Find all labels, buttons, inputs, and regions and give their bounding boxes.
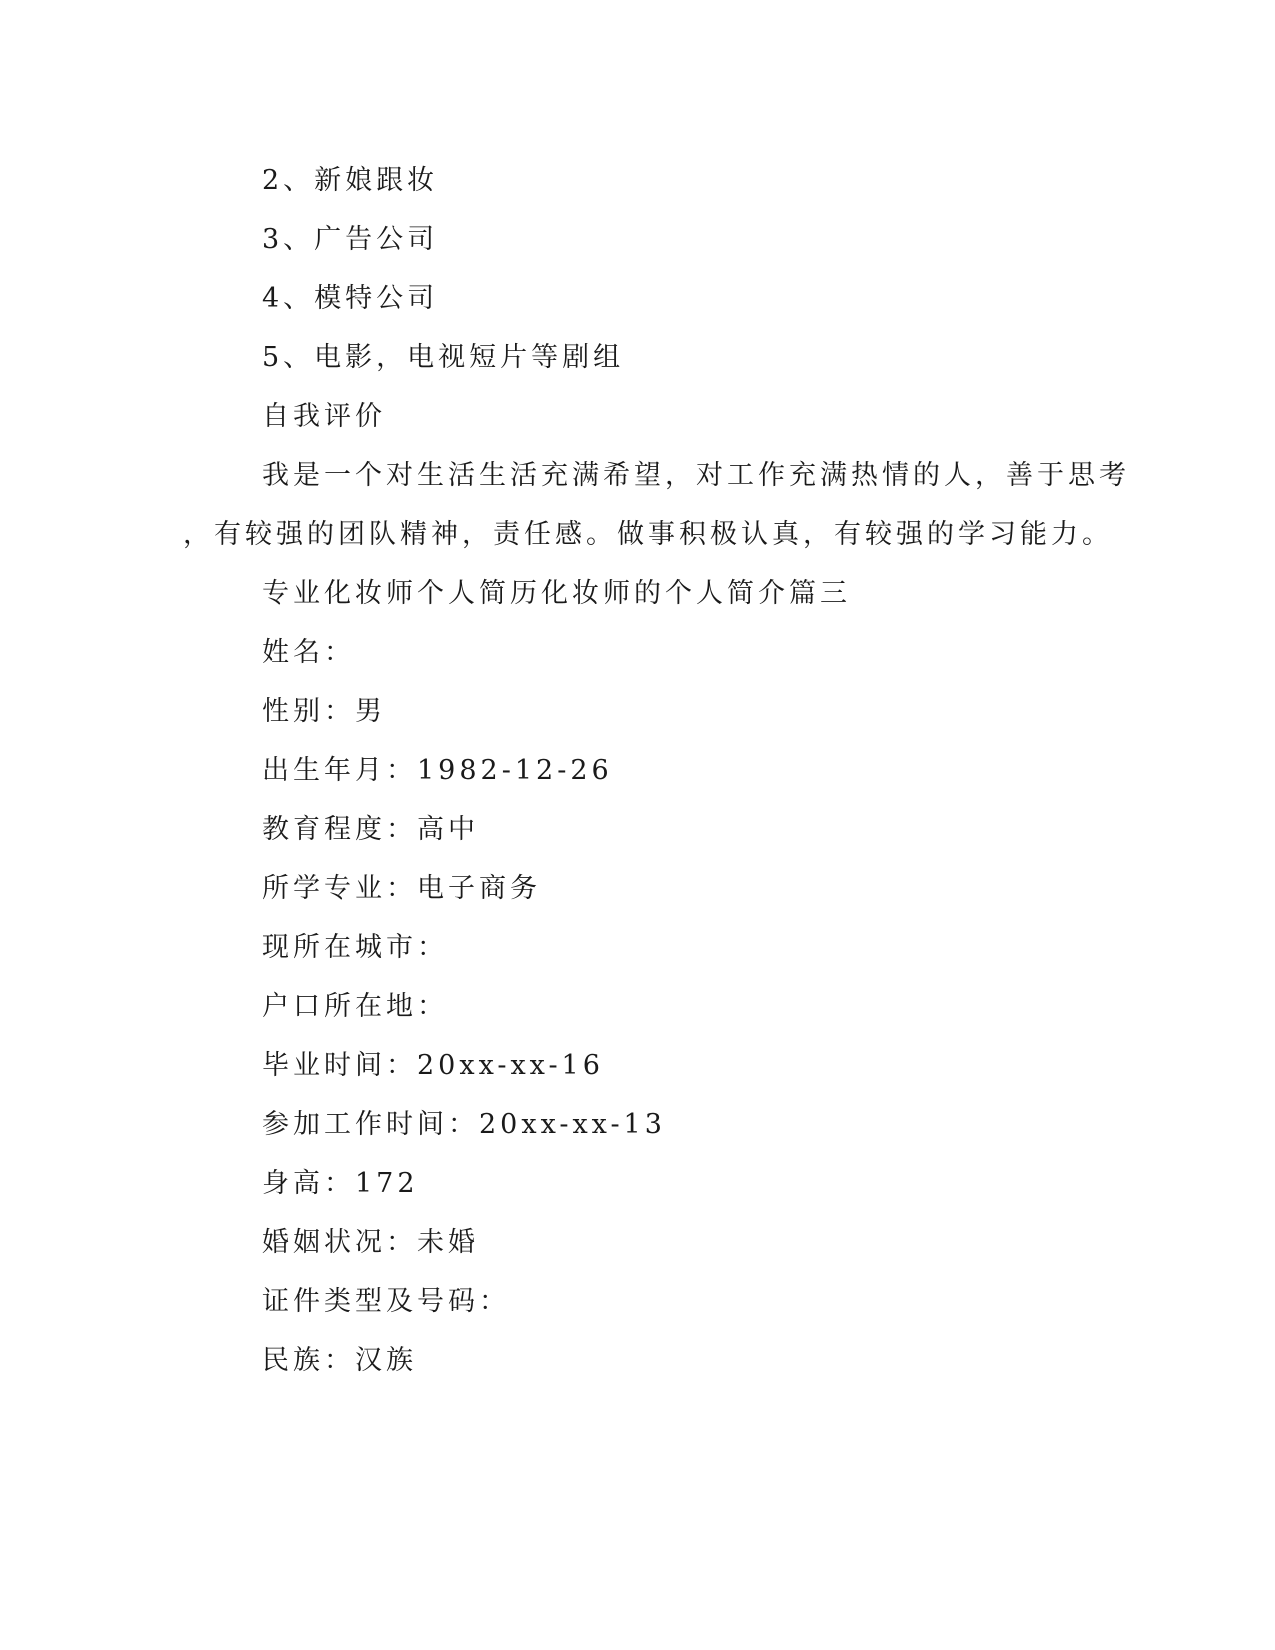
list-item-film-crew: 5、电影，电视短片等剧组 — [262, 342, 625, 373]
profile-major: 所学专业：电子商务 — [262, 873, 541, 904]
profile-height: 身高：172 — [262, 1168, 419, 1199]
profile-ethnicity: 民族：汉族 — [262, 1345, 417, 1376]
list-item-ad-company: 3、广告公司 — [262, 224, 439, 255]
profile-work-start-date: 参加工作时间：20xx-xx-13 — [262, 1109, 666, 1140]
section-title: 专业化妆师个人简历化妆师的个人简介篇三 — [262, 578, 851, 609]
profile-gender: 性别：男 — [262, 696, 386, 727]
self-eval-paragraph-line-1: 我是一个对生活生活充满希望，对工作充满热情的人，善于思考 — [262, 460, 1130, 491]
list-item-bridal-makeup: 2、新娘跟妆 — [262, 165, 439, 196]
profile-education: 教育程度：高中 — [262, 814, 479, 845]
list-item-model-company: 4、模特公司 — [262, 283, 439, 314]
profile-current-city: 现所在城市： — [262, 932, 448, 963]
profile-id-type: 证件类型及号码： — [262, 1286, 510, 1317]
profile-birth-date: 出生年月：1982-12-26 — [262, 755, 613, 786]
self-eval-paragraph-line-2: ，有较强的团队精神，责任感。做事积极认真，有较强的学习能力。 — [183, 519, 1113, 550]
profile-hukou: 户口所在地： — [262, 991, 448, 1022]
profile-name: 姓名： — [262, 637, 355, 668]
self-eval-heading: 自我评价 — [262, 401, 386, 432]
profile-marital-status: 婚姻状况：未婚 — [262, 1227, 479, 1258]
profile-graduation-date: 毕业时间：20xx-xx-16 — [262, 1050, 604, 1081]
